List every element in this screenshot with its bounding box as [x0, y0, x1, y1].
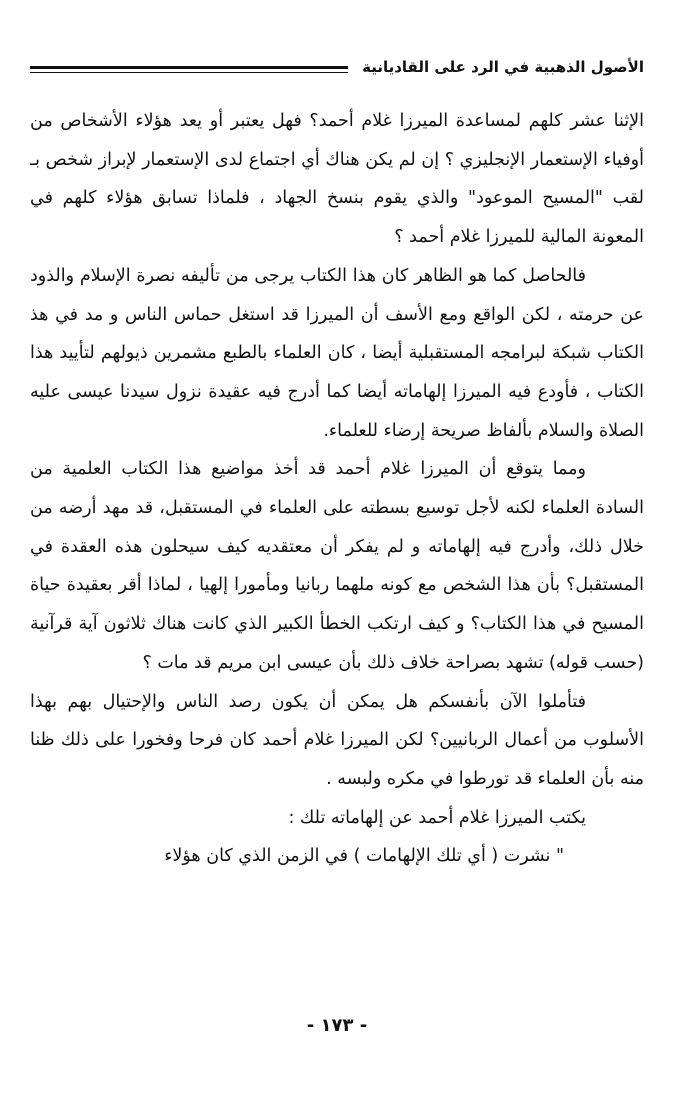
- running-header: [30, 55, 644, 85]
- paragraph-5: يكتب الميرزا غلام أحمد عن إلهاماته تلك :: [288, 807, 586, 828]
- paragraph-1: الإثنا عشر كلهم لمساعدة الميرزا غلام أحمد؟ فهل يعتبر أو يعد هؤلاء الأشخاص من أوفياء الإستعمار الإنجليزي ؟ إن لم يكن هناك أي اجتماع لدى الإستعمار لإبراز شخص بـ لقب "المسيح الموعود" والذي يقوم بنسخ الجهاد ، فلماذا تسابق هؤلاء كلهم في المعونة المالية للميرزا غلام أحمد ؟: [30, 111, 644, 248]
- header-rule-thin: [30, 72, 348, 73]
- paragraph-4: فتأملوا الآن بأنفسكم هل يمكن أن يكون رصد الناس والإحتيال بهم بهذا الأسلوب من أعمال الربانيين؟ لكن الميرزا غلام أحمد كان فرحا وفخورا على ذلك ظنا منه بأن العلماء قد تورطوا في مكره ولبسه .: [30, 691, 644, 789]
- book-title: الأصول الذهبية في الرد على القاديانية: [362, 58, 644, 76]
- paragraph-2: فالحاصل كما هو الظاهر كان هذا الكتاب يرجى من تأليفه نصرة الإسلام والذود عن حرمته ، لكن الواقع ومع الأسف أن الميرزا قد استغل حماس الناس و مد في هذ الكتاب شبكة لبرامجه المستقبلية أيضا ، كان العلماء بالطبع مشمرين ذيولهم لتأييد هذا الكتاب ، فأودع فيه الميرزا إلهاماته أيضا كما أدرج فيه عقيدة نزول سيدنا عيسى عليه الصلاة والسلام بألفاظ صريحة إرضاء للعلماء.: [30, 265, 644, 441]
- paragraph-3: ومما يتوقع أن الميرزا غلام أحمد قد أخذ مواضيع هذا الكتاب العلمية من السادة العلماء لكنه لأجل توسيع بسطته على العلماء في المستقبل، قد مهد أرضه من خلال ذلك، وأدرج فيه إلهاماته و لم يفكر أن معتقديه كيف سيحلون هذه العقدة في المستقبل؟ بأن هذا الشخص مع كونه ملهما ربانيا ومأمورا إلهيا ، لماذا أقر بعقيدة حياة المسيح في هذا الكتاب؟ و كيف ارتكب الخطأ الكبير الذي كانت هناك ثلاثون آية قرآنية (حسب قوله) تشهد بصراحة خلاف ذلك بأن عيسى ابن مريم قد مات ؟: [30, 459, 644, 673]
- header-rule-thick: [30, 66, 348, 69]
- page-body: [30, 102, 644, 876]
- page-number: - ١٧٣ -: [306, 1015, 368, 1036]
- quotation-start: " نشرت ( أي تلك الإلهامات ) في الزمن الذي كان هؤلاء: [164, 846, 564, 867]
